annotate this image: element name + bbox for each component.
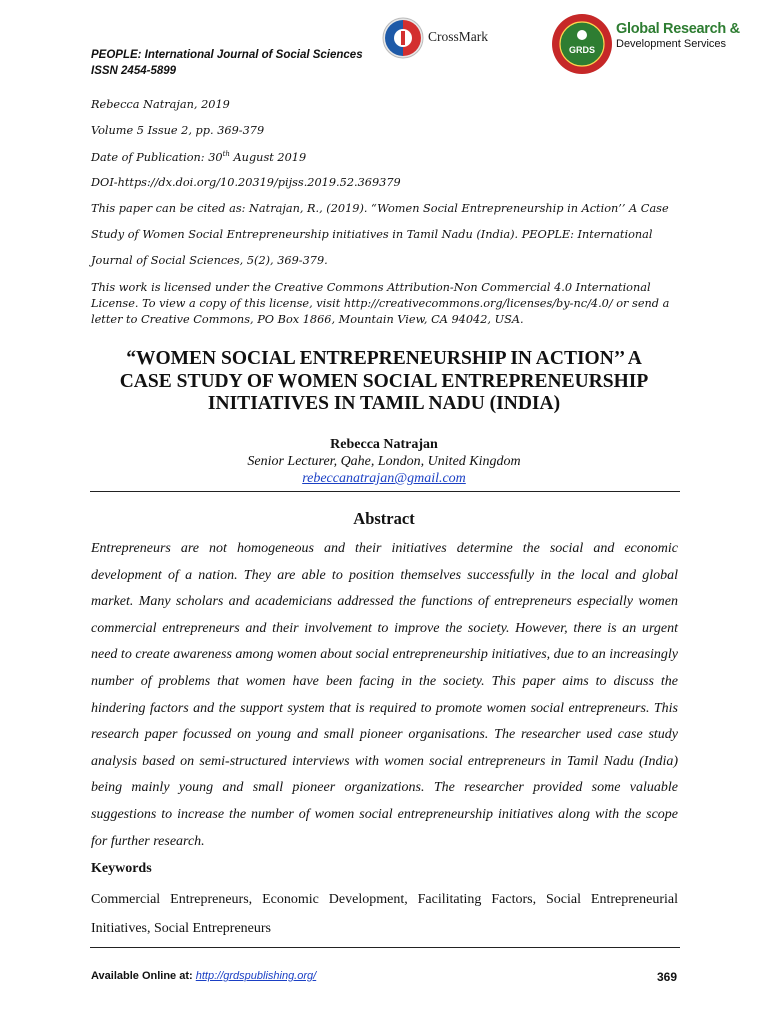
- publisher-subname: Development Services: [616, 38, 727, 50]
- grds-seal-icon: [550, 12, 614, 76]
- paper-title: “WOMEN SOCIAL ENTREPRENEURSHIP IN ACTION’’ A CASE STUDY OF WOMEN SOCIAL ENTREPRENEURSHIP INITIATIVES IN TAMIL NADU (INDIA): [119, 348, 649, 414]
- divider-bottom: [90, 947, 680, 948]
- meta-citation-line2: Study of Women Social Entrepreneurship initiatives in Tamil Nadu (India). PEOPLE: International: [91, 228, 653, 241]
- meta-doi: DOI-https://dx.doi.org/10.20319/pijss.2019.52.369379: [91, 176, 401, 189]
- author-affiliation: Senior Lecturer, Qahe, London, United Kingdom: [247, 454, 521, 469]
- grds-seal-text: GRDS: [568, 45, 596, 55]
- keywords-text: Commercial Entrepreneurs, Economic Development, Facilitating Factors, Social Entrepreneurial Initiatives, Social Entrepreneurs: [91, 892, 678, 936]
- crossmark-badge[interactable]: [381, 16, 488, 60]
- journal-issn: ISSN 2454-5899: [91, 65, 177, 77]
- divider-top: [90, 491, 680, 492]
- crossmark-icon: [381, 16, 425, 60]
- page-number: 369: [657, 970, 678, 984]
- abstract-text: Entrepreneurs are not homogeneous and their initiatives determine the social and economic development of a nation. They are able to position themselves successfully in the local and global market. Many scholars and academicians addressed the functions of entrepreneurs especially women commercial entrepreneurs and their involvement to improve the society. However, there is an urgent need to create awareness among women about social entrepreneurship initiatives, due to an increasingly number of problems that women have been facing in the society. This paper aims to discuss the hindering factors and the support system that is required to promote women social entrepreneurs. This research paper focussed on young and small pioneer organisations. The researcher used case study analysis based on semi-structured interviews with women social entrepreneurs in Tamil Nadu (India) being mainly young and small pioneer organizations. The researcher provided some valuable suggestions to increase the number of women social entrepreneurship initiatives along with the scope for further research.: [91, 541, 678, 849]
- meta-citation-line1: This paper can be cited as: Natrajan, R., (2019). “Women Social Entrepreneurship in Action’’ A Case: [91, 202, 669, 215]
- author-name: Rebecca Natrajan: [330, 437, 438, 452]
- keywords-heading: Keywords: [91, 861, 152, 876]
- crossmark-label: CrossMark: [428, 29, 488, 44]
- publisher-logo: [550, 12, 740, 76]
- author-block: [80, 436, 688, 487]
- journal-name: PEOPLE: International Journal of Social Sciences: [91, 49, 363, 61]
- meta-author-year: Rebecca Natrajan, 2019: [91, 98, 230, 111]
- footer-availability: [91, 970, 316, 982]
- meta-citation-line3: Journal of Social Sciences, 5(2), 369-379.: [91, 254, 328, 267]
- publisher-name: Global Research &: [616, 21, 740, 37]
- journal-header: [91, 47, 363, 79]
- license-text: This work is licensed under the Creative Commons Attribution-Non Commercial 4.0 International License. To view a copy of this license, visit http://creativecommons.org/licenses/by-nc/4.0/ or send a letter to Creative Commons, PO Box 1866, Mountain View, CA 94042, USA.: [91, 281, 670, 326]
- author-email-link[interactable]: rebeccanatrajan@gmail.com: [302, 471, 466, 486]
- meta-pub-date: Date of Publication: 30th August 2019: [91, 150, 307, 164]
- abstract-heading: Abstract: [353, 509, 415, 528]
- meta-volume: Volume 5 Issue 2, pp. 369-379: [91, 124, 265, 137]
- footer-url-link[interactable]: http://grdspublishing.org/: [195, 970, 317, 982]
- footer-available-label: Available Online at:: [91, 970, 196, 982]
